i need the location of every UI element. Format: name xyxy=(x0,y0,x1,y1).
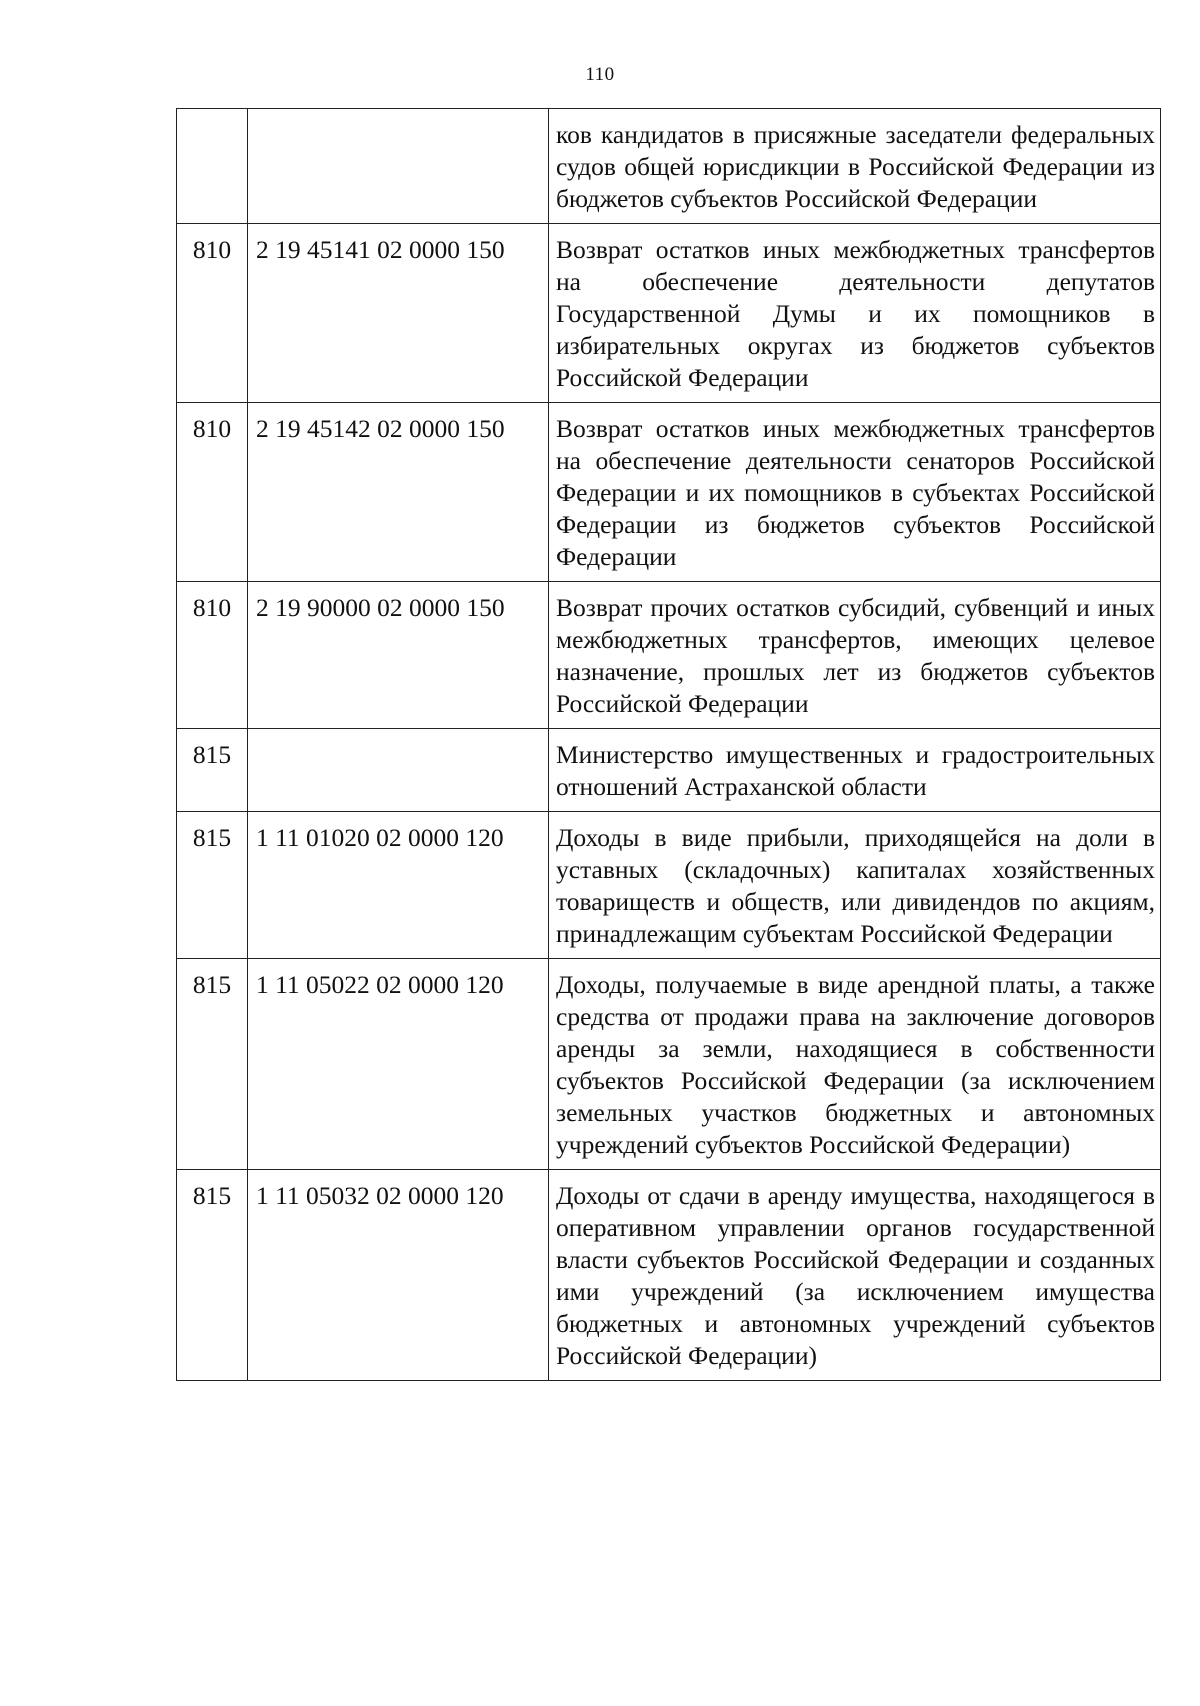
description-cell: Возврат остатков иных межбюджетных трансфертов на обеспечение деятельности сенаторов Российской Федерации и их помощников в субъектах Российской Федерации из бюджетов субъектов Российской Федерации xyxy=(549,403,1161,582)
page-number: 110 xyxy=(585,64,615,85)
description-cell: ков кандидатов в присяжные заседатели федеральных судов общей юрисдикции в Российской Федерации из бюджетов субъектов Российской Федерации xyxy=(549,109,1161,224)
description-cell: Доходы от сдачи в аренду имущества, находящегося в оперативном управлении органов государственной власти субъектов Российской Федерации и созданных ими учреждений (за исключением имущества бюджетных и автономных учреждений субъектов Российской Федерации) xyxy=(549,1170,1161,1381)
kbk-code-cell: 2 19 90000 02 0000 150 xyxy=(248,582,549,729)
table-row xyxy=(177,729,1161,812)
admin-code-cell: 815 xyxy=(177,812,248,959)
admin-code-cell: 810 xyxy=(177,582,248,729)
admin-code-cell: 815 xyxy=(177,959,248,1170)
kbk-code-cell: 2 19 45142 02 0000 150 xyxy=(248,403,549,582)
kbk-code-cell: 1 11 05032 02 0000 120 xyxy=(248,1170,549,1381)
description-cell: Доходы в виде прибыли, приходящейся на доли в уставных (складочных) капиталах хозяйственных товариществ и обществ, или дивидендов по акциям, принадлежащим субъектам Российской Федерации xyxy=(549,812,1161,959)
table-row xyxy=(177,403,1161,582)
kbk-code-cell: 2 19 45141 02 0000 150 xyxy=(248,224,549,403)
kbk-code-cell: 1 11 05022 02 0000 120 xyxy=(248,959,549,1170)
admin-code-cell: 810 xyxy=(177,403,248,582)
description-cell: Возврат остатков иных межбюджетных трансфертов на обеспечение деятельности депутатов Государственной Думы и их помощников в избирательных округах из бюджетов субъектов Российской Федерации xyxy=(549,224,1161,403)
table-row xyxy=(177,109,1161,224)
description-cell: Возврат прочих остатков субсидий, субвенций и иных межбюджетных трансфертов, имеющих целевое назначение, прошлых лет из бюджетов субъектов Российской Федерации xyxy=(549,582,1161,729)
admin-code-cell: 815 xyxy=(177,1170,248,1381)
kbk-code-cell: 1 11 01020 02 0000 120 xyxy=(248,812,549,959)
kbk-code-cell xyxy=(248,729,549,812)
description-cell: Министерство имущественных и градостроительных отношений Астраханской области xyxy=(549,729,1161,812)
table-row xyxy=(177,812,1161,959)
table-row xyxy=(177,1170,1161,1381)
table-row xyxy=(177,224,1161,403)
admin-code-cell: 815 xyxy=(177,729,248,812)
kbk-code-cell xyxy=(248,109,549,224)
admin-code-cell: 810 xyxy=(177,224,248,403)
admin-code-cell xyxy=(177,109,248,224)
table-row xyxy=(177,959,1161,1170)
description-cell: Доходы, получаемые в виде арендной платы, а также средства от продажи права на заключение договоров аренды за земли, находящиеся в собственности субъектов Российской Федерации (за исключением земельных участков бюджетных и автономных учреждений субъектов Российской Федерации) xyxy=(549,959,1161,1170)
revenue-codes-table xyxy=(176,108,1161,1381)
table-row xyxy=(177,582,1161,729)
